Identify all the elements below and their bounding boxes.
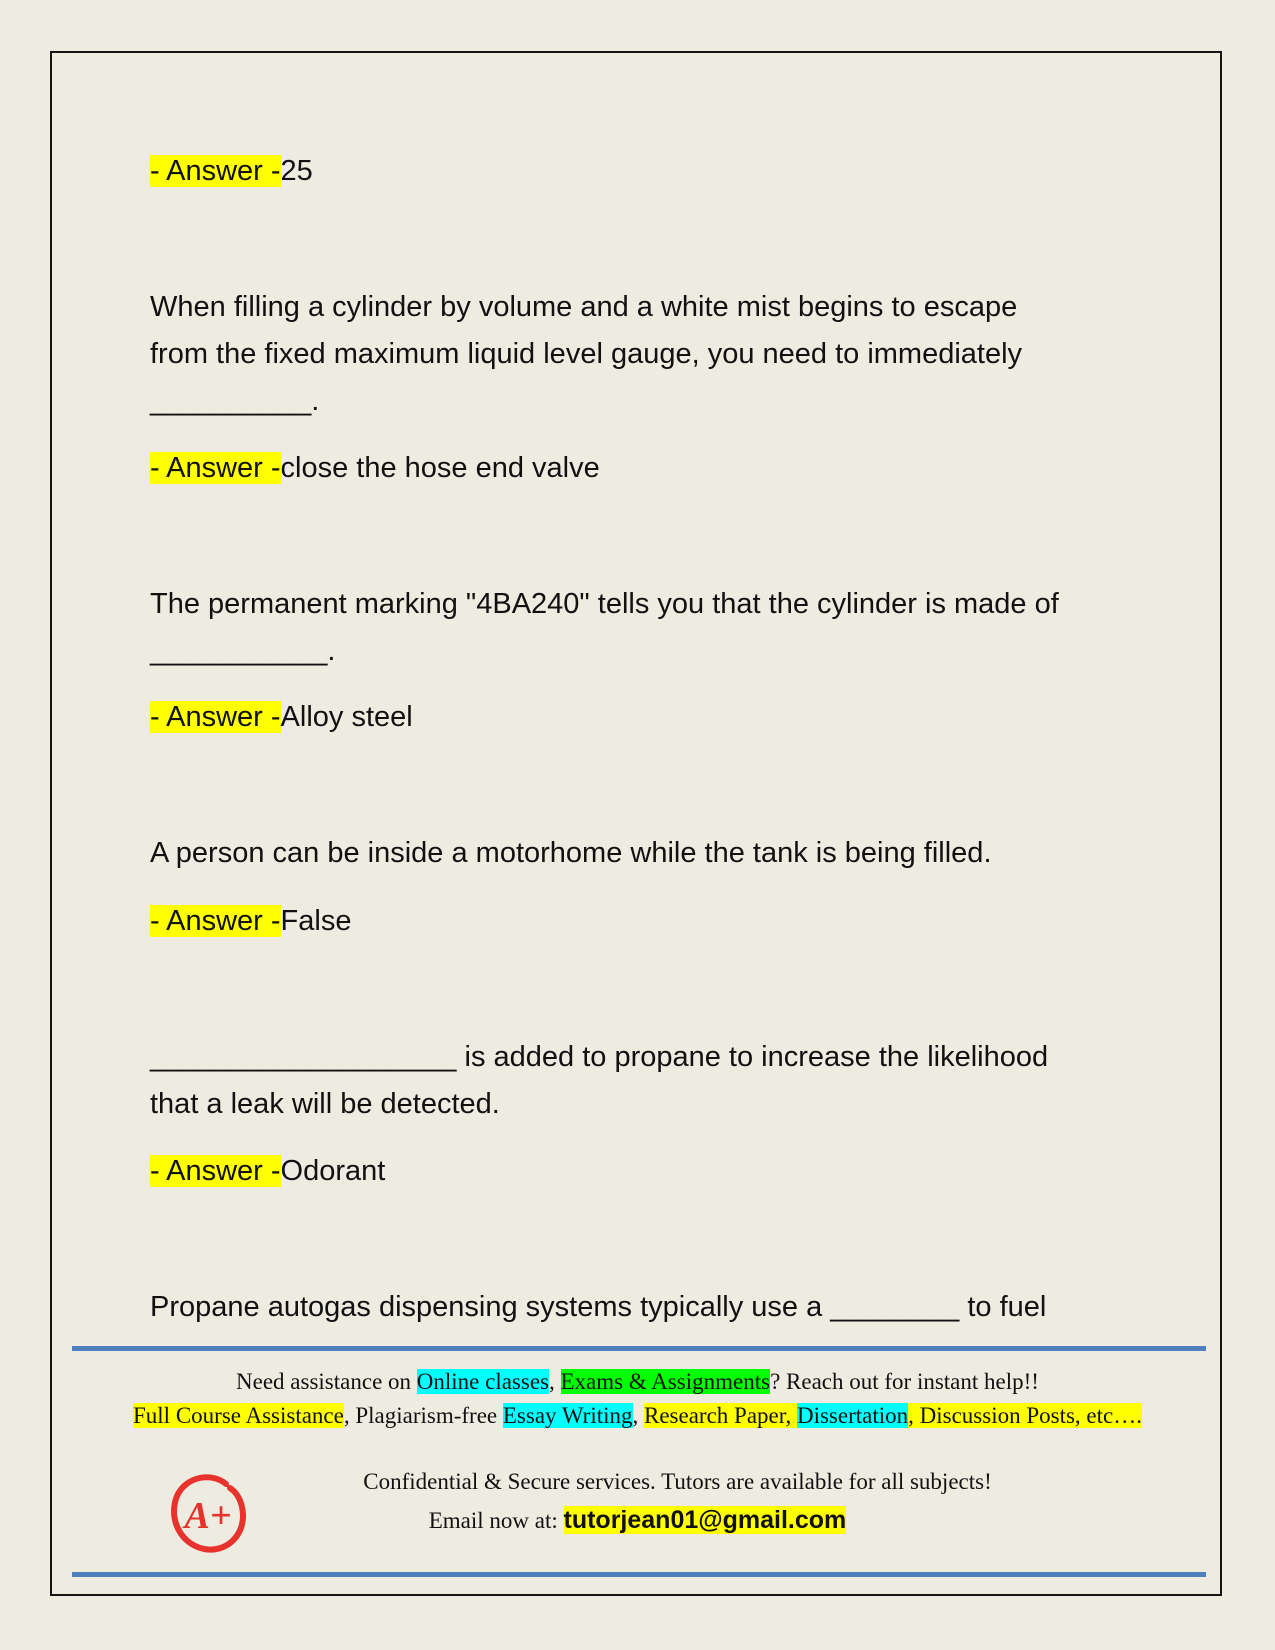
email-label: Email now at: <box>428 1508 564 1533</box>
essay-writing-highlight: Essay Writing <box>502 1403 633 1428</box>
full-course-highlight: Full Course Assistance <box>133 1403 344 1428</box>
dissertation-highlight: Dissertation <box>796 1403 909 1428</box>
exams-highlight: Exams & Assignments <box>560 1369 771 1394</box>
question-line: The permanent marking "4BA240" tells you that the cylinder is made of <box>150 588 1059 620</box>
discussion-posts-highlight: , Discussion Posts, etc…. <box>908 1403 1142 1428</box>
research-paper-highlight: Research Paper, <box>644 1403 797 1428</box>
footer-top-rule <box>72 1346 1206 1351</box>
question-line: ___________. <box>150 635 336 667</box>
footer-text: , <box>632 1403 644 1428</box>
footer-line-3: Confidential & Secure services. Tutors are available for all subjects! <box>363 1469 992 1494</box>
email-link[interactable]: tutorjean01@gmail.com <box>563 1506 847 1534</box>
footer-text: , Plagiarism-free <box>343 1403 503 1428</box>
footer-line-1 <box>0 1368 1275 1396</box>
answer-line <box>150 154 313 188</box>
footer-text: ? Reach out for instant help!! <box>770 1369 1039 1394</box>
answer-line <box>150 700 413 734</box>
question-line: A person can be inside a motorhome while the tank is being filled. <box>150 837 992 869</box>
answer-label: - Answer - <box>150 701 281 733</box>
answer-line <box>150 451 600 485</box>
answer-label: - Answer - <box>150 905 281 937</box>
footer-line-2 <box>0 1402 1275 1430</box>
question-line: ___________________ is added to propane to increase the likelihood <box>150 1041 1049 1073</box>
answer-line <box>150 1154 385 1188</box>
question-line: Propane autogas dispensing systems typically use a ________ to fuel <box>150 1291 1047 1323</box>
page-border <box>50 51 1222 1596</box>
answer-text: Alloy steel <box>280 701 413 733</box>
question-line: from the fixed maximum liquid level gauge, you need to immediately <box>150 338 1023 370</box>
answer-text: Odorant <box>280 1155 386 1187</box>
answer-text: close the hose end valve <box>280 452 600 484</box>
footer-bottom-rule <box>72 1572 1206 1577</box>
answer-line <box>150 904 351 938</box>
answer-label: - Answer - <box>150 155 281 187</box>
online-classes-highlight: Online classes <box>416 1369 549 1394</box>
answer-text: 25 <box>280 155 313 187</box>
question-line: that a leak will be detected. <box>150 1088 500 1120</box>
email-line <box>0 1506 1275 1535</box>
logo-text: A+ <box>184 1495 232 1537</box>
question-line: __________. <box>150 385 320 417</box>
answer-text: False <box>280 905 352 937</box>
footer-text: Need assistance on <box>236 1369 417 1394</box>
question-line: When filling a cylinder by volume and a white mist begins to escape <box>150 291 1018 323</box>
answer-label: - Answer - <box>150 452 281 484</box>
footer-text: , <box>549 1369 561 1394</box>
answer-label: - Answer - <box>150 1155 281 1187</box>
